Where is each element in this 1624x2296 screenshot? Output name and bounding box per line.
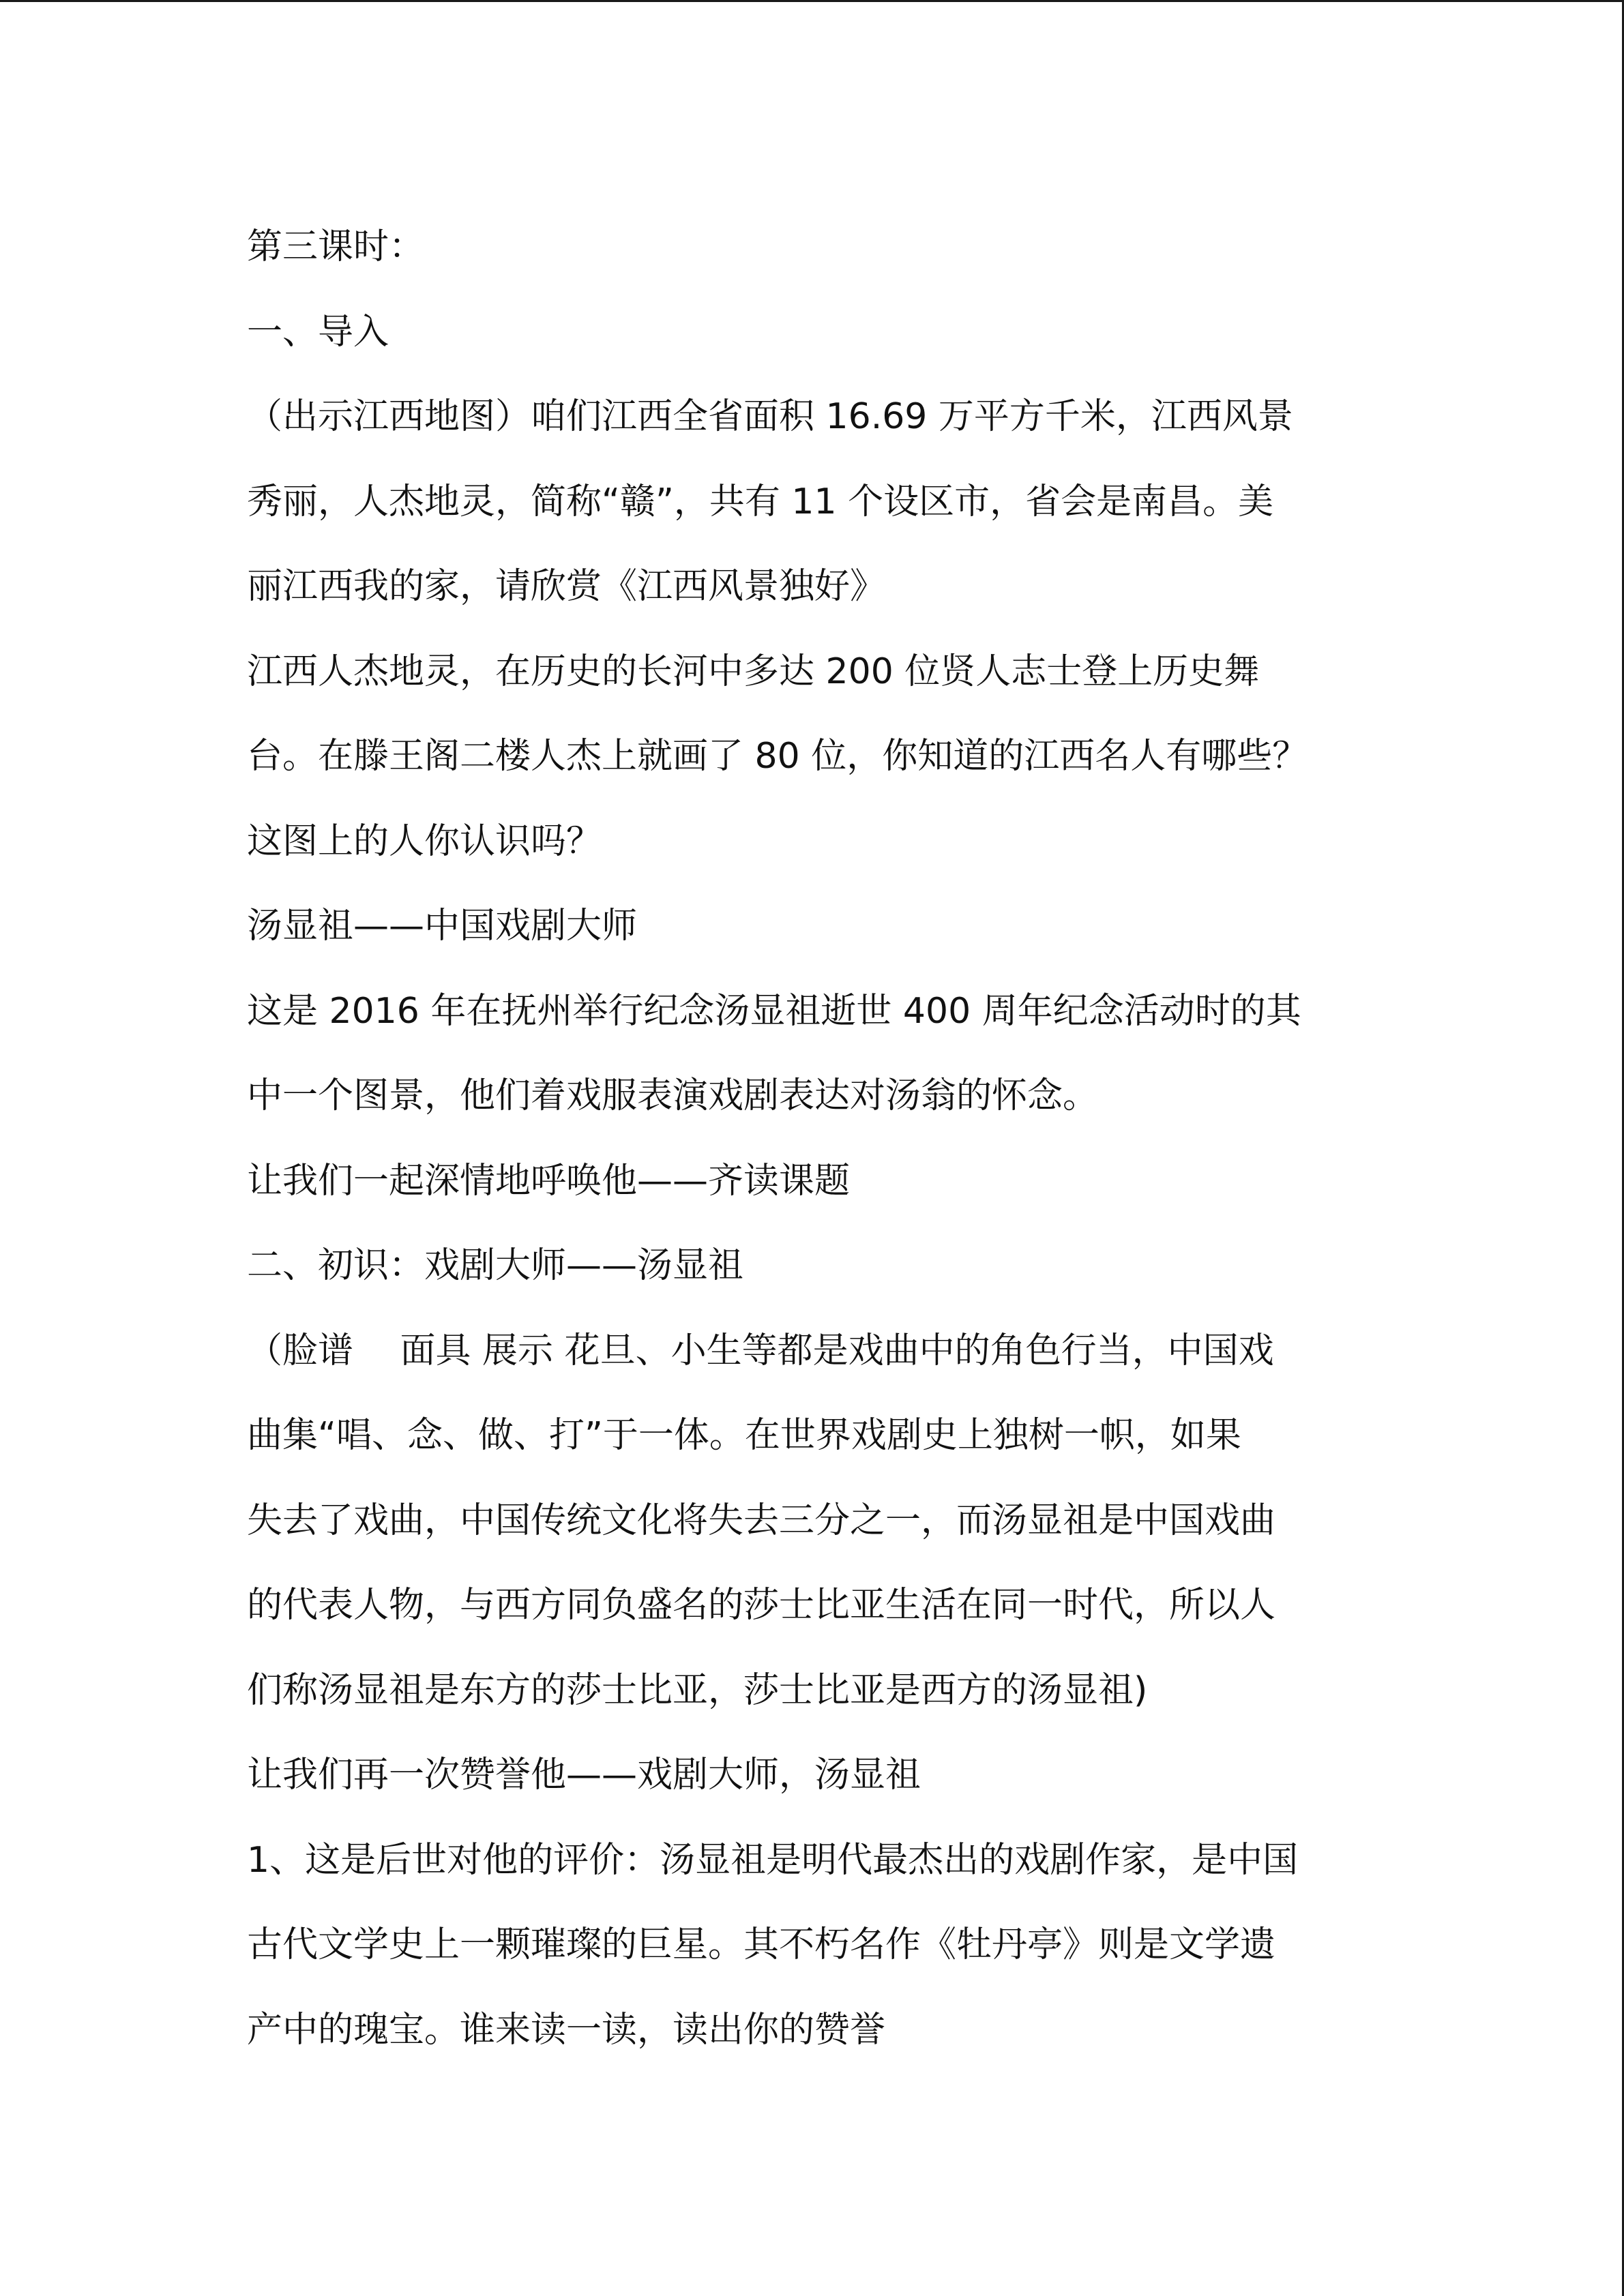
- paragraph-line: 的代表人物，与西方同负盛名的莎士比亚生活在同一时代，所以人: [247, 1585, 1276, 1626]
- paragraph-line: 失去了戏曲，中国传统文化将失去三分之一，而汤显祖是中国戏曲: [247, 1500, 1276, 1541]
- paragraph-line: 让我们再一次赞誉他——戏剧大师，汤显祖: [247, 1755, 921, 1795]
- paragraph-line: 秀丽，人杰地灵，简称“赣”，共有 11 个设区市，省会是南昌。美: [247, 481, 1274, 522]
- paragraph-line: 这是 2016 年在抚州举行纪念汤显祖逝世 400 周年纪念活动时的其: [247, 990, 1301, 1032]
- paragraph-line: 产中的瑰宝。谁来读一读，读出你的赞誉: [247, 2009, 886, 2051]
- paragraph-line: 让我们一起深情地呼唤他——齐读课题: [247, 1160, 851, 1202]
- page-border-top: [0, 0, 1624, 2]
- paragraph-line: 古代文学史上一颗璀璨的巨星。其不朽名作《牡丹亭》则是文学遗: [247, 1924, 1276, 1965]
- document-body: [247, 205, 1393, 2072]
- paragraph-line: 1、这是后世对他的评价：汤显祖是明代最杰出的戏剧作家，是中国: [247, 1839, 1299, 1881]
- paragraph-line: 曲集“唱、念、做、打”于一体。在世界戏剧史上独树一帜，如果: [247, 1415, 1241, 1456]
- paragraph-line: 汤显祖——中国戏剧大师: [247, 906, 638, 946]
- paragraph-line: （脸谱 面具 展示 花旦、小生等都是戏曲中的角色行当，中国戏: [247, 1330, 1274, 1371]
- section-heading-intro: 一、导入: [247, 311, 389, 353]
- paragraph-line: 这图上的人你认识吗？: [247, 820, 602, 862]
- lesson-heading: 第三课时：: [247, 226, 425, 267]
- paragraph-line: 们称汤显祖是东方的莎士比亚，莎士比亚是西方的汤显祖): [247, 1669, 1148, 1711]
- paragraph-line: （出示江西地图）咱们江西全省面积 16.69 万平方千米，江西风景: [247, 396, 1293, 437]
- paragraph-line: 丽江西我的家，请欣赏《江西风景独好》: [247, 566, 886, 607]
- paragraph-line: 江西人杰地灵，在历史的长河中多达 200 位贤人志士登上历史舞: [247, 651, 1260, 692]
- paragraph-line: 中一个图景，他们着戏服表演戏剧表达对汤翁的怀念。: [247, 1075, 1099, 1116]
- section-heading-first-look: 二、初识：戏剧大师——汤显祖: [247, 1245, 744, 1286]
- paragraph-line: 台。在滕王阁二楼人杰上就画了 80 位，你知道的江西名人有哪些？: [247, 736, 1308, 777]
